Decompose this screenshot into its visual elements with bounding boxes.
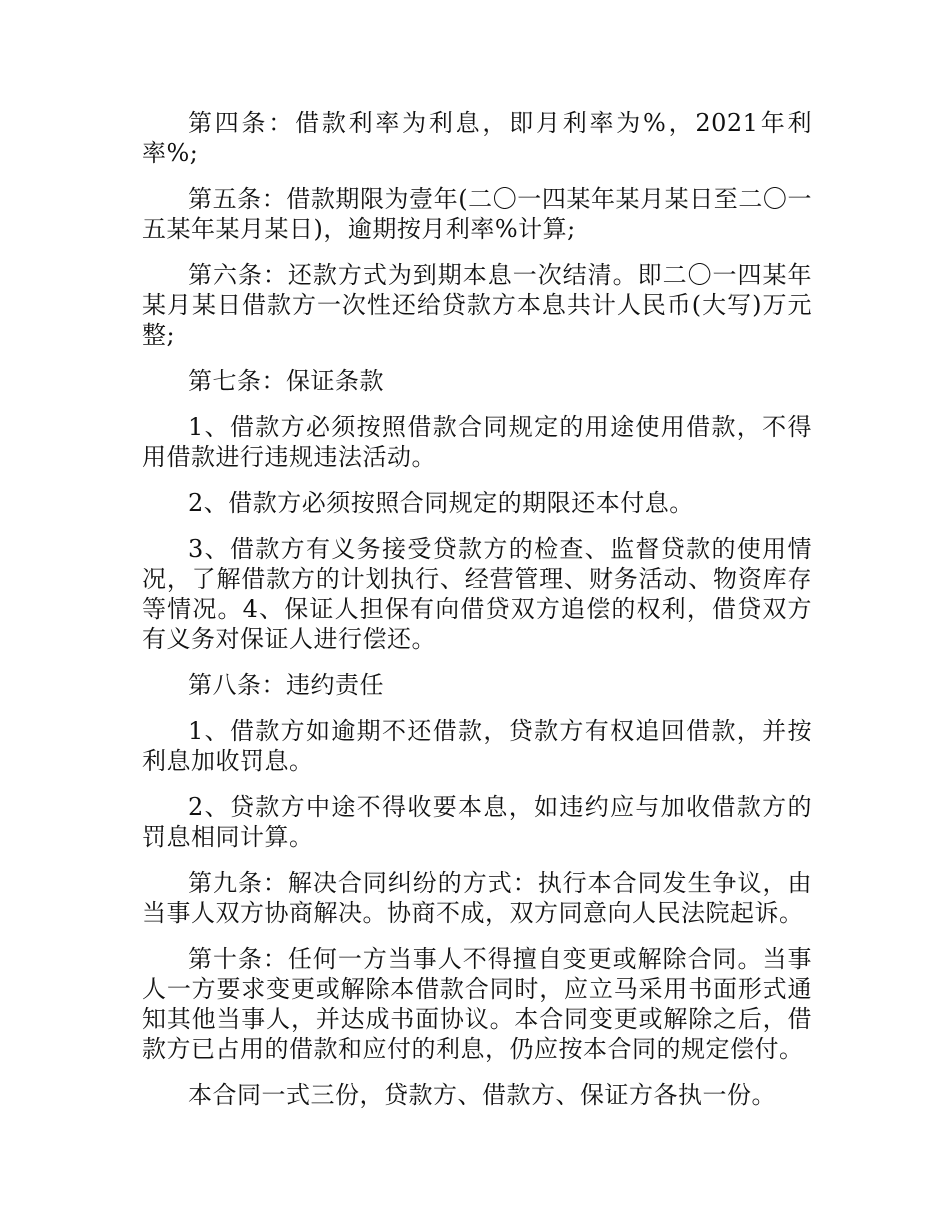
article-7-clause-2: 2、借款方必须按照合同规定的期限还本付息。 bbox=[188, 489, 694, 517]
article-8-heading: 第八条：违约责任 bbox=[188, 671, 384, 699]
article-10-modification: 第十条：任何一方当事人不得擅自变更或解除合同。当事人一方要求变更或解除本借款合同时，应立马采用书面形式通知其他当事人，并达成书面协议。本合同变更或解除之后，借款方已占用的借款和应付的利息，仍应按本合同的规定偿付。 bbox=[142, 945, 812, 1063]
article-8-clause-2: 2、贷款方中途不得收要本息，如违约应与加收借款方的罚息相同计算。 bbox=[142, 793, 812, 851]
article-6-repayment: 第六条：还款方式为到期本息一次结清。即二〇一四某年某月某日借款方一次性还给贷款方本息共计人民币(大写)万元整; bbox=[142, 261, 812, 349]
article-4-interest-rate: 第四条：借款利率为利息，即月利率为%，2021年利率%; bbox=[142, 109, 812, 167]
article-9-dispute: 第九条：解决合同纠纷的方式：执行本合同发生争议，由当事人双方协商解决。协商不成，双方同意向人民法院起诉。 bbox=[142, 869, 812, 927]
article-7-heading: 第七条：保证条款 bbox=[188, 367, 384, 395]
copies-statement: 本合同一式三份，贷款方、借款方、保证方各执一份。 bbox=[188, 1081, 776, 1109]
article-8-clause-1: 1、借款方如逾期不还借款，贷款方有权追回借款，并按利息加收罚息。 bbox=[142, 717, 812, 775]
article-5-loan-term: 第五条：借款期限为壹年(二〇一四某年某月某日至二〇一五某年某月某日)，逾期按月利率%计算; bbox=[142, 185, 812, 243]
article-7-clause-3: 3、借款方有义务接受贷款方的检查、监督贷款的使用情况，了解借款方的计划执行、经营管理、财务活动、物资库存等情况。4、保证人担保有向借贷双方追偿的权利，借贷双方有义务对保证人进行偿还。 bbox=[142, 535, 812, 653]
article-7-clause-1: 1、借款方必须按照借款合同规定的用途使用借款，不得用借款进行违规违法活动。 bbox=[142, 413, 812, 471]
document-body bbox=[142, 108, 812, 1126]
